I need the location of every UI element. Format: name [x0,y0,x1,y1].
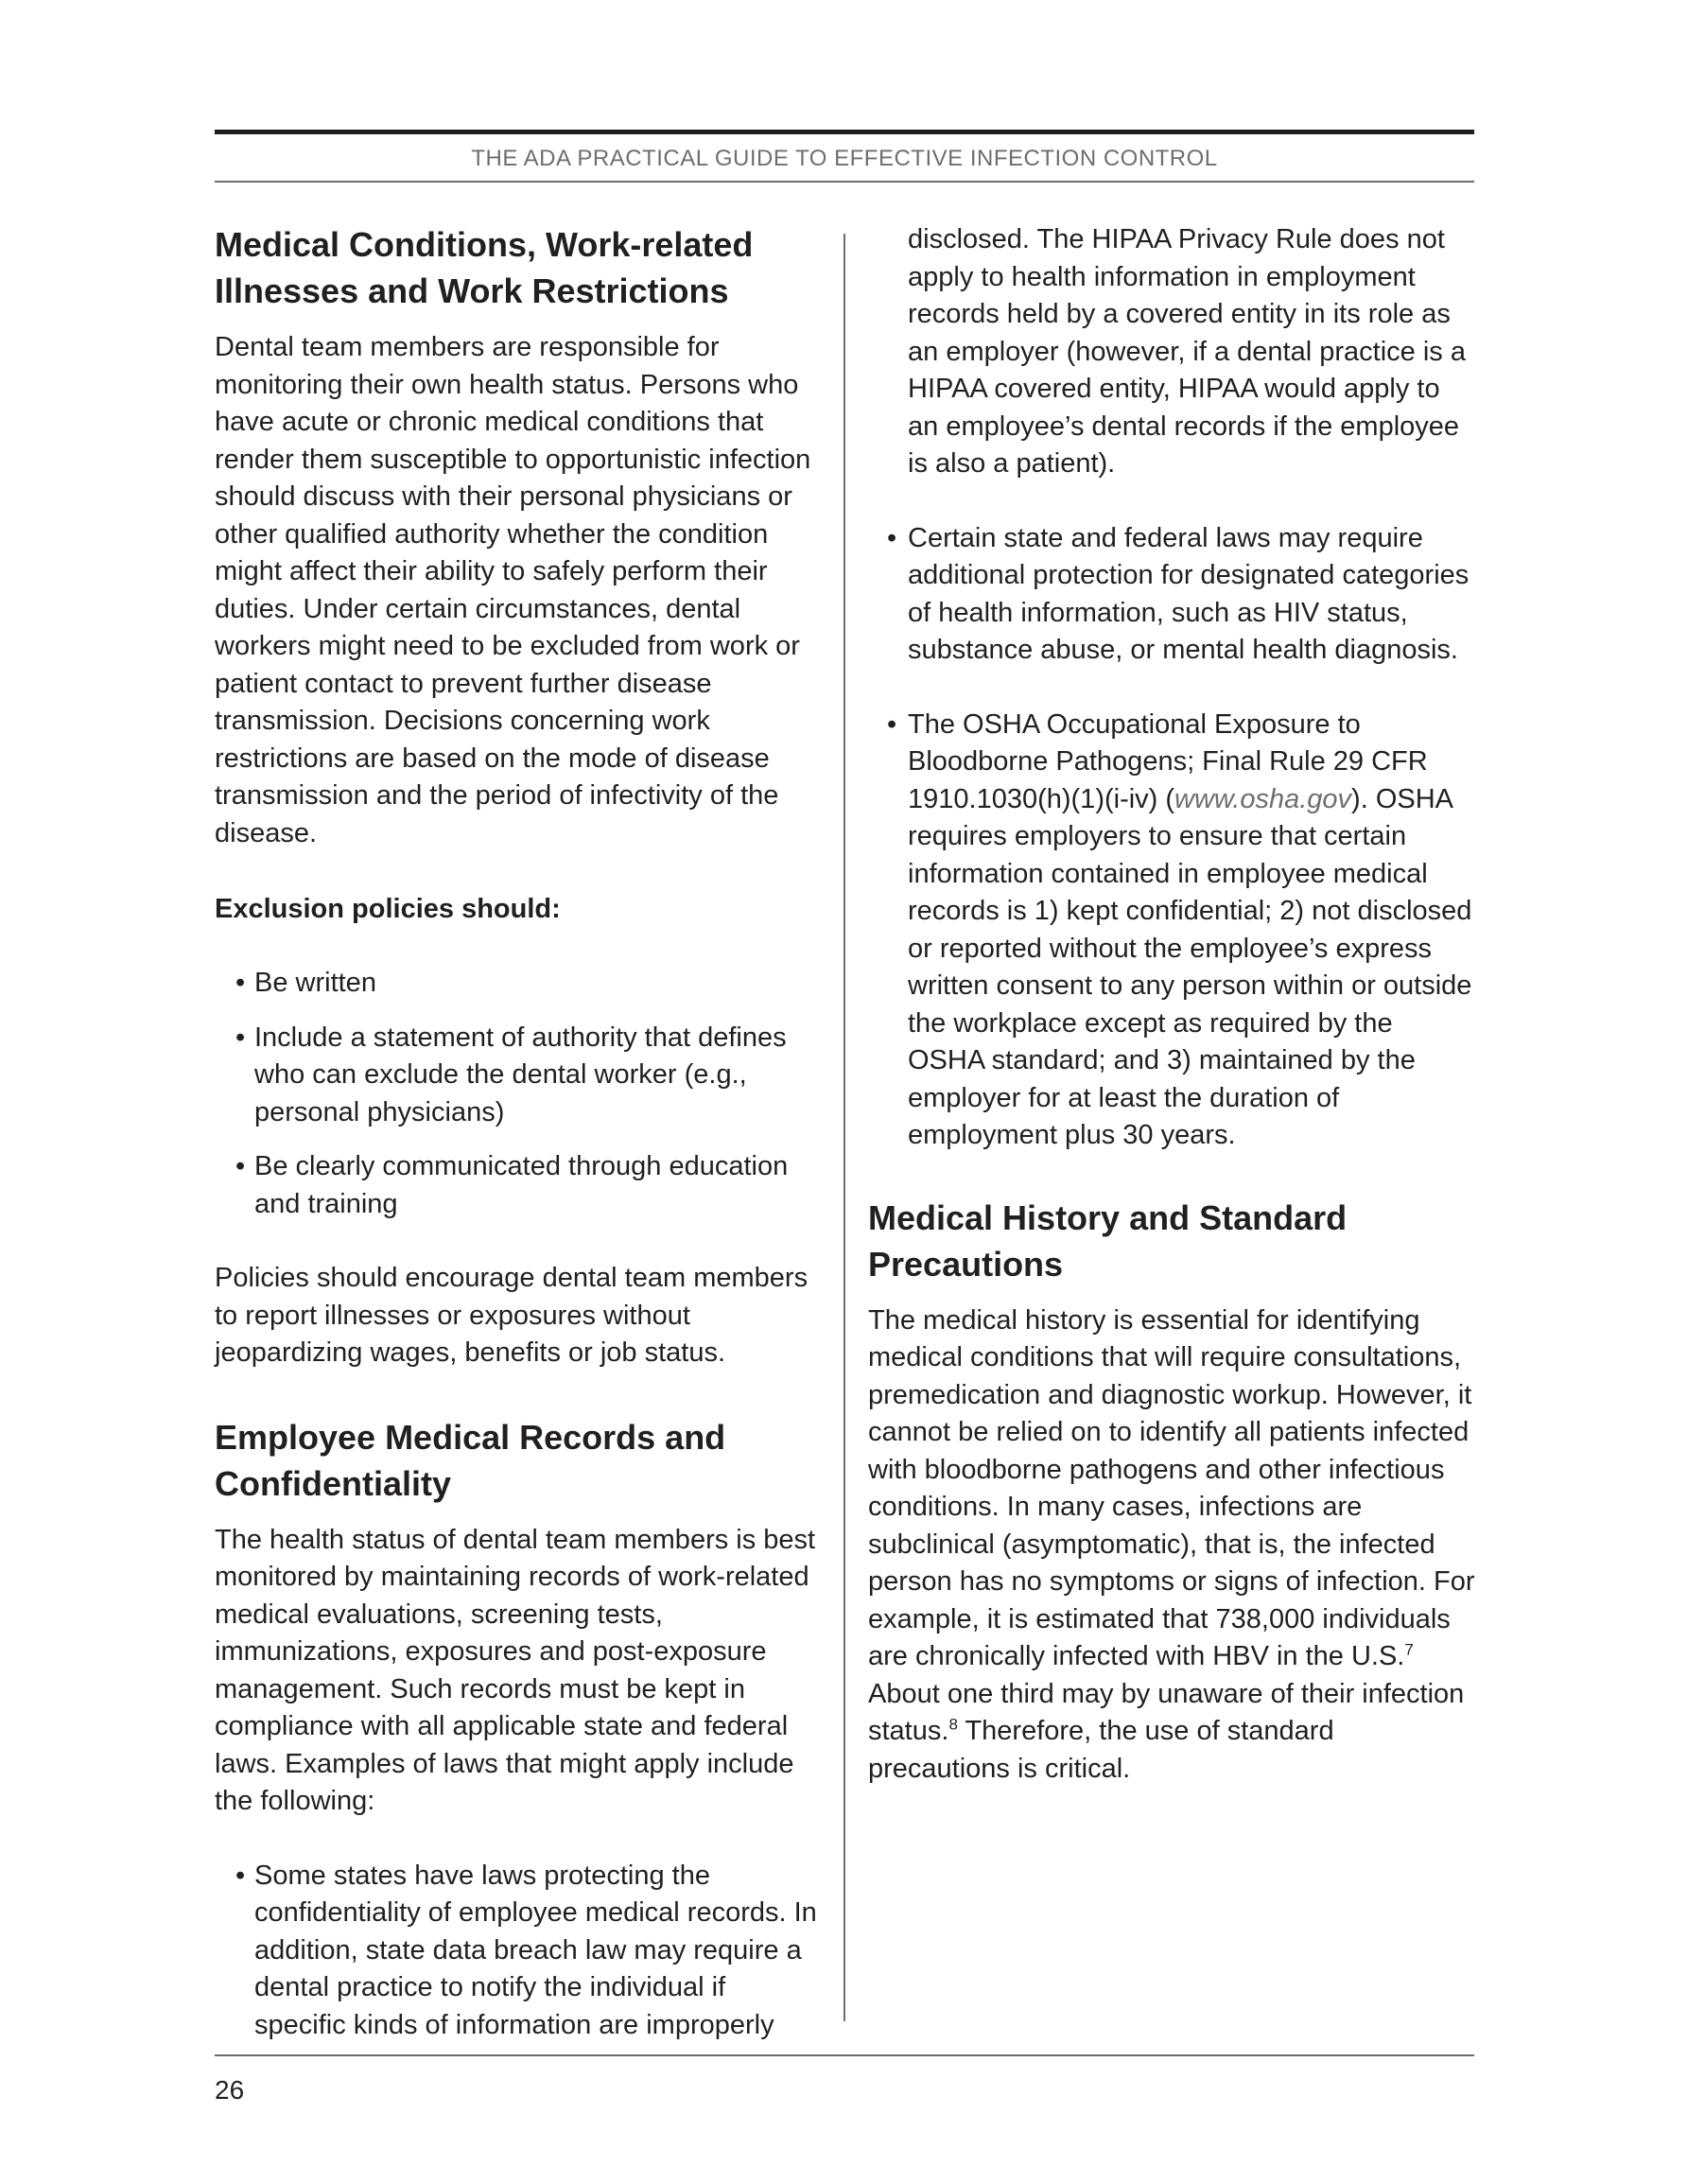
footnote-ref: 7 [1404,1640,1414,1659]
left-column [215,221,820,2044]
body-paragraph: Policies should encourage dental team members to report illnesses or exposures without jeopardizing wages, benefits or job status. [215,1263,809,1368]
list-item-continued: disclosed. The HIPAA Privacy Rule does not apply to health information in employment records held by a covered entity in its role as an employer (however, if a dental practice is a HIPAA covered entity, HIPAA would apply to an employee’s dental records if the employee is also a patient). [908,224,1466,479]
laws-list [215,1858,820,2045]
list-item: • Be clearly communicated through education and training [215,1148,820,1223]
running-head: THE ADA PRACTICAL GUIDE TO EFFECTIVE INFECTION CONTROL [471,146,1218,171]
page-number: 26 [215,2075,245,2105]
list-item: • The OSHA Occupational Exposure to Bloodborne Pathogens; Final Rule 29 CFR 1910.1030(h)(1)(i-iv) (www.osha.gov). OSHA requires employers to ensure that certain information contained in employee medical records is 1) kept confidential; 2) not disclosed or reported without the employee’s express written consent to any person within or outside the workplace except as required by the OSHA standard; and 3) maintained by the employer for at least the duration of employment plus 30 years. [868,707,1476,1155]
list-item: • Be written [215,965,820,1003]
bullet-icon: • [235,968,246,998]
body-paragraph: The medical history is essential for identifying medical conditions that will require consultations, premedication and diagnostic workup. However, it cannot be relied on to identify all patients infected with bloodborne pathogens and other infectious conditions. In many cases, infections are subclinical (asymptomatic), that is, the infected person has no symptoms or signs of infection. For example, it is estimated that 738,000 individuals are chronically infected with HBV in the U.S.$^7$ About one third may by unaware of their infection status.$^8$ Therefore, the use of standard precautions is critical. [868,1304,1475,1784]
bullet-icon: • [235,1151,246,1181]
header-rule [215,181,1474,183]
column-divider [844,234,845,2021]
top-rule [215,130,1474,134]
section-heading-employee-records: Employee Medical Records and Confidentiality [215,1417,726,1503]
list-item: • Certain state and federal laws may require additional protection for designated categories of health information, such as HIV status, substance abuse, or mental health diagnosis. [868,520,1476,670]
exclusion-policies-list [215,965,820,1223]
bullet-icon: • [235,1022,246,1053]
subheading-exclusion-policies: Exclusion policies should: [215,894,561,924]
list-item: • Include a statement of authority that defines who can exclude the dental worker (e.g., personal physicians) [215,1020,820,1132]
body-paragraph: Dental team members are responsible for monitoring their own health status. Persons who have acute or chronic medical conditions that render them susceptible to opportunistic infection should discuss with their personal physicians or other qualified authority whether the condition might affect their ability to safely perform their duties. Under certain circumstances, dental workers might need to be excluded from work or patient contact to prevent further disease transmission. Decisions concerning work restrictions are based on the mode of disease transmission and the period of infectivity of the disease. [215,332,811,848]
section-heading-medical-history: Medical History and Standard Precautions [868,1197,1348,1284]
footer-rule [215,2054,1474,2056]
right-column [868,221,1476,1788]
bullet-icon: • [887,522,897,553]
osha-link[interactable]: www.osha.gov [1174,783,1352,814]
bullet-icon: • [235,1860,246,1891]
footnote-ref: 8 [948,1715,958,1734]
section-heading-medical-conditions: Medical Conditions, Work-related Illnesses and Work Restrictions [215,225,754,310]
body-paragraph: The health status of dental team members is best monitored by maintaining records of work-related medical evaluations, screening tests, immunizations, exposures and post-exposure management. Such records must be kept in compliance with all applicable state and federal laws. Examples of laws that might apply include the following: [215,1524,816,1816]
list-item: • Some states have laws protecting the confidentiality of employee medical records. In addition, state data breach law may require a dental practice to notify the individual if specific kinds of information are improperly [215,1858,820,2045]
bullet-icon: • [887,708,897,740]
laws-list-continued [868,520,1476,1155]
